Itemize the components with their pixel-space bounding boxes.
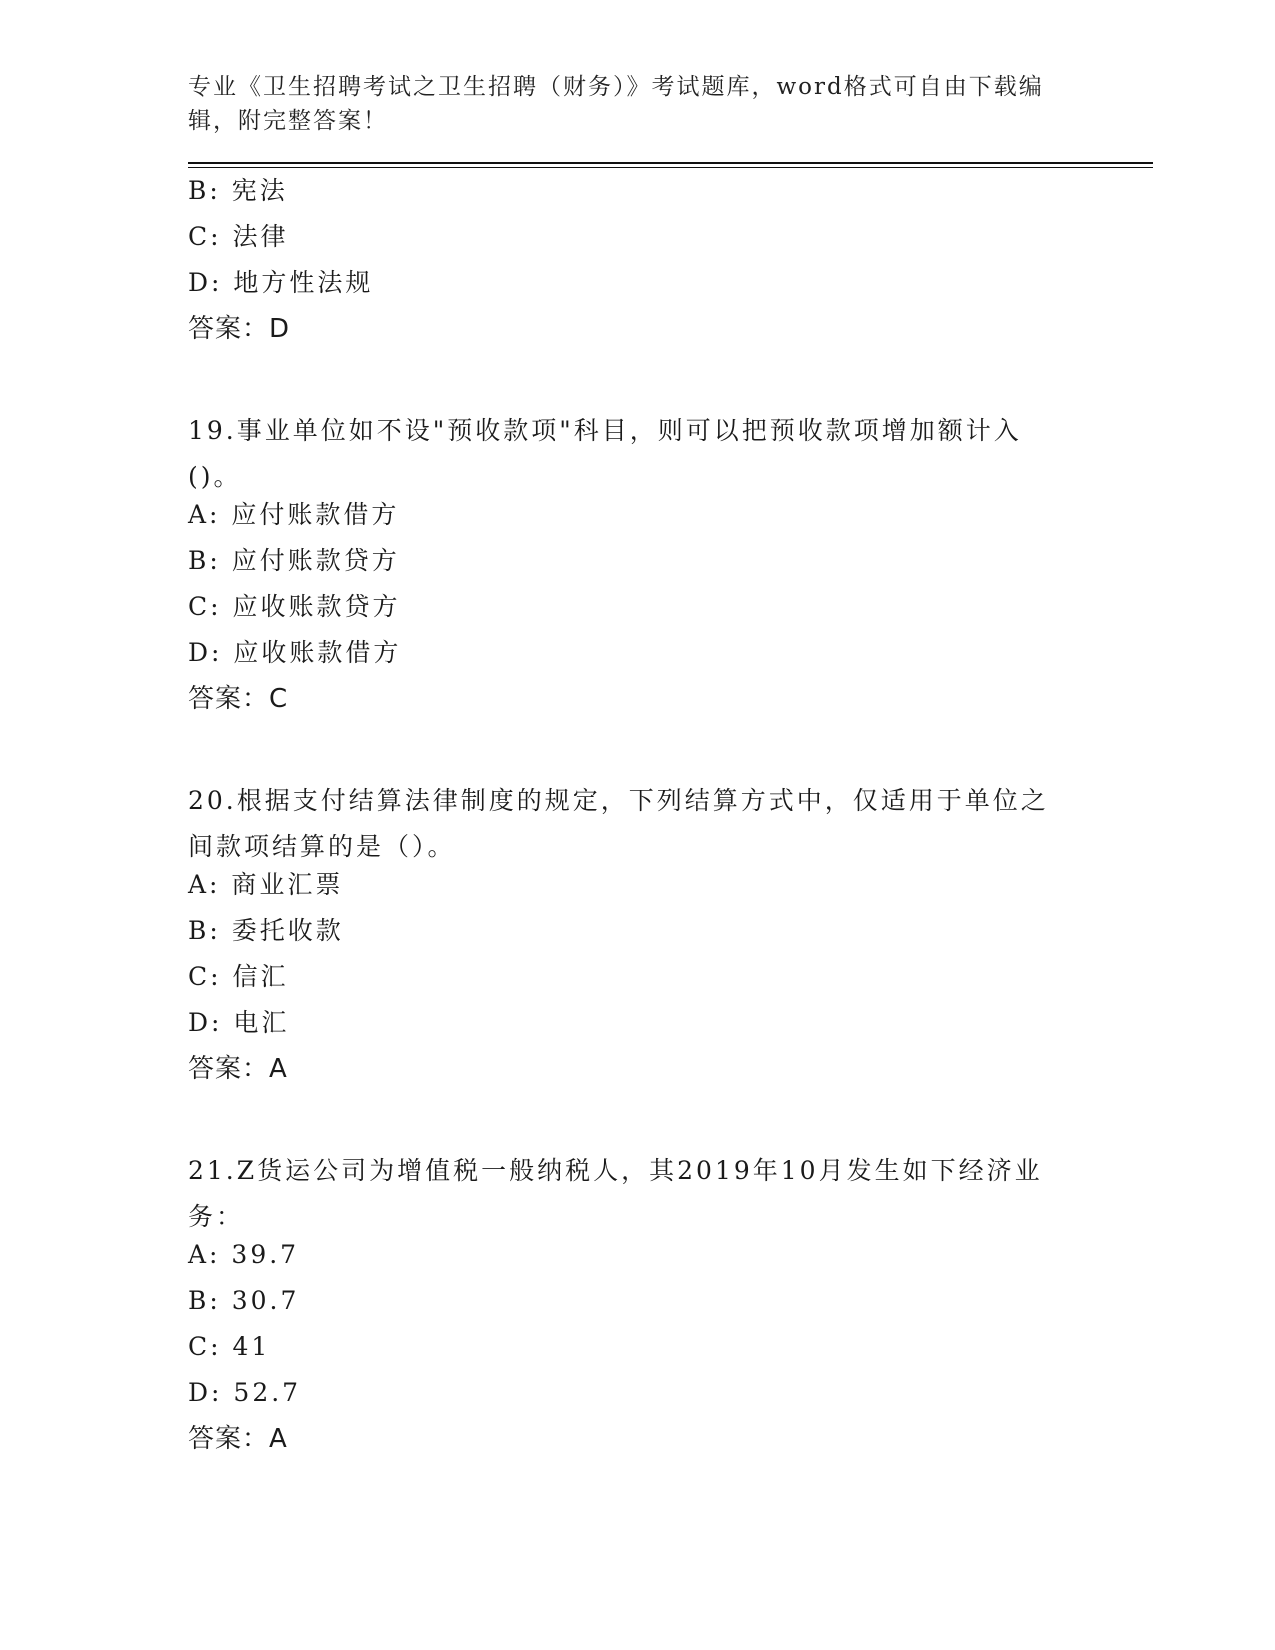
option-c: C: 应收账款贷方 [188,592,401,621]
option-b: B: 宪法 [188,176,288,205]
question-21 [188,1148,1148,1470]
option-d: D: 52.7 [188,1378,302,1407]
option-c: C: 41 [188,1332,271,1361]
question-text: 20.根据支付结算法律制度的规定，下列结算方式中，仅适用于单位之间款项结算的是（）。 [188,786,1049,861]
option-b: B: 30.7 [188,1286,300,1315]
option-a: A: 应付账款借方 [188,500,400,529]
option-b: B: 应付账款贷方 [188,546,400,575]
answer-line: 答案：A [188,1424,288,1454]
question-19 [188,408,1148,730]
option-d: D: 地方性法规 [188,268,374,297]
answer-line: 答案：A [188,1054,288,1084]
answer-line: 答案：C [188,684,289,714]
continued-question [188,176,1148,360]
option-b: B: 委托收款 [188,916,344,945]
header-divider [188,162,1153,168]
option-c: C: 信汇 [188,962,289,991]
question-20 [188,778,1148,1100]
document-header: 专业《卫生招聘考试之卫生招聘（财务）》考试题库，word格式可自由下载编辑，附完整答案！ [188,74,1044,134]
option-c: C: 法律 [188,222,289,251]
question-text: 19.事业单位如不设"预收款项"科目，则可以把预收款项增加额计入()。 [188,416,1022,491]
option-a: A: 商业汇票 [188,870,344,899]
answer-line: 答案：D [188,314,291,344]
option-d: D: 电汇 [188,1008,290,1037]
option-d: D: 应收账款借方 [188,638,402,667]
document-page [188,70,1148,1470]
option-a: A: 39.7 [188,1240,300,1269]
question-text: 21.Z货运公司为增值税一般纳税人，其2019年10月发生如下经济业务： [188,1156,1043,1231]
